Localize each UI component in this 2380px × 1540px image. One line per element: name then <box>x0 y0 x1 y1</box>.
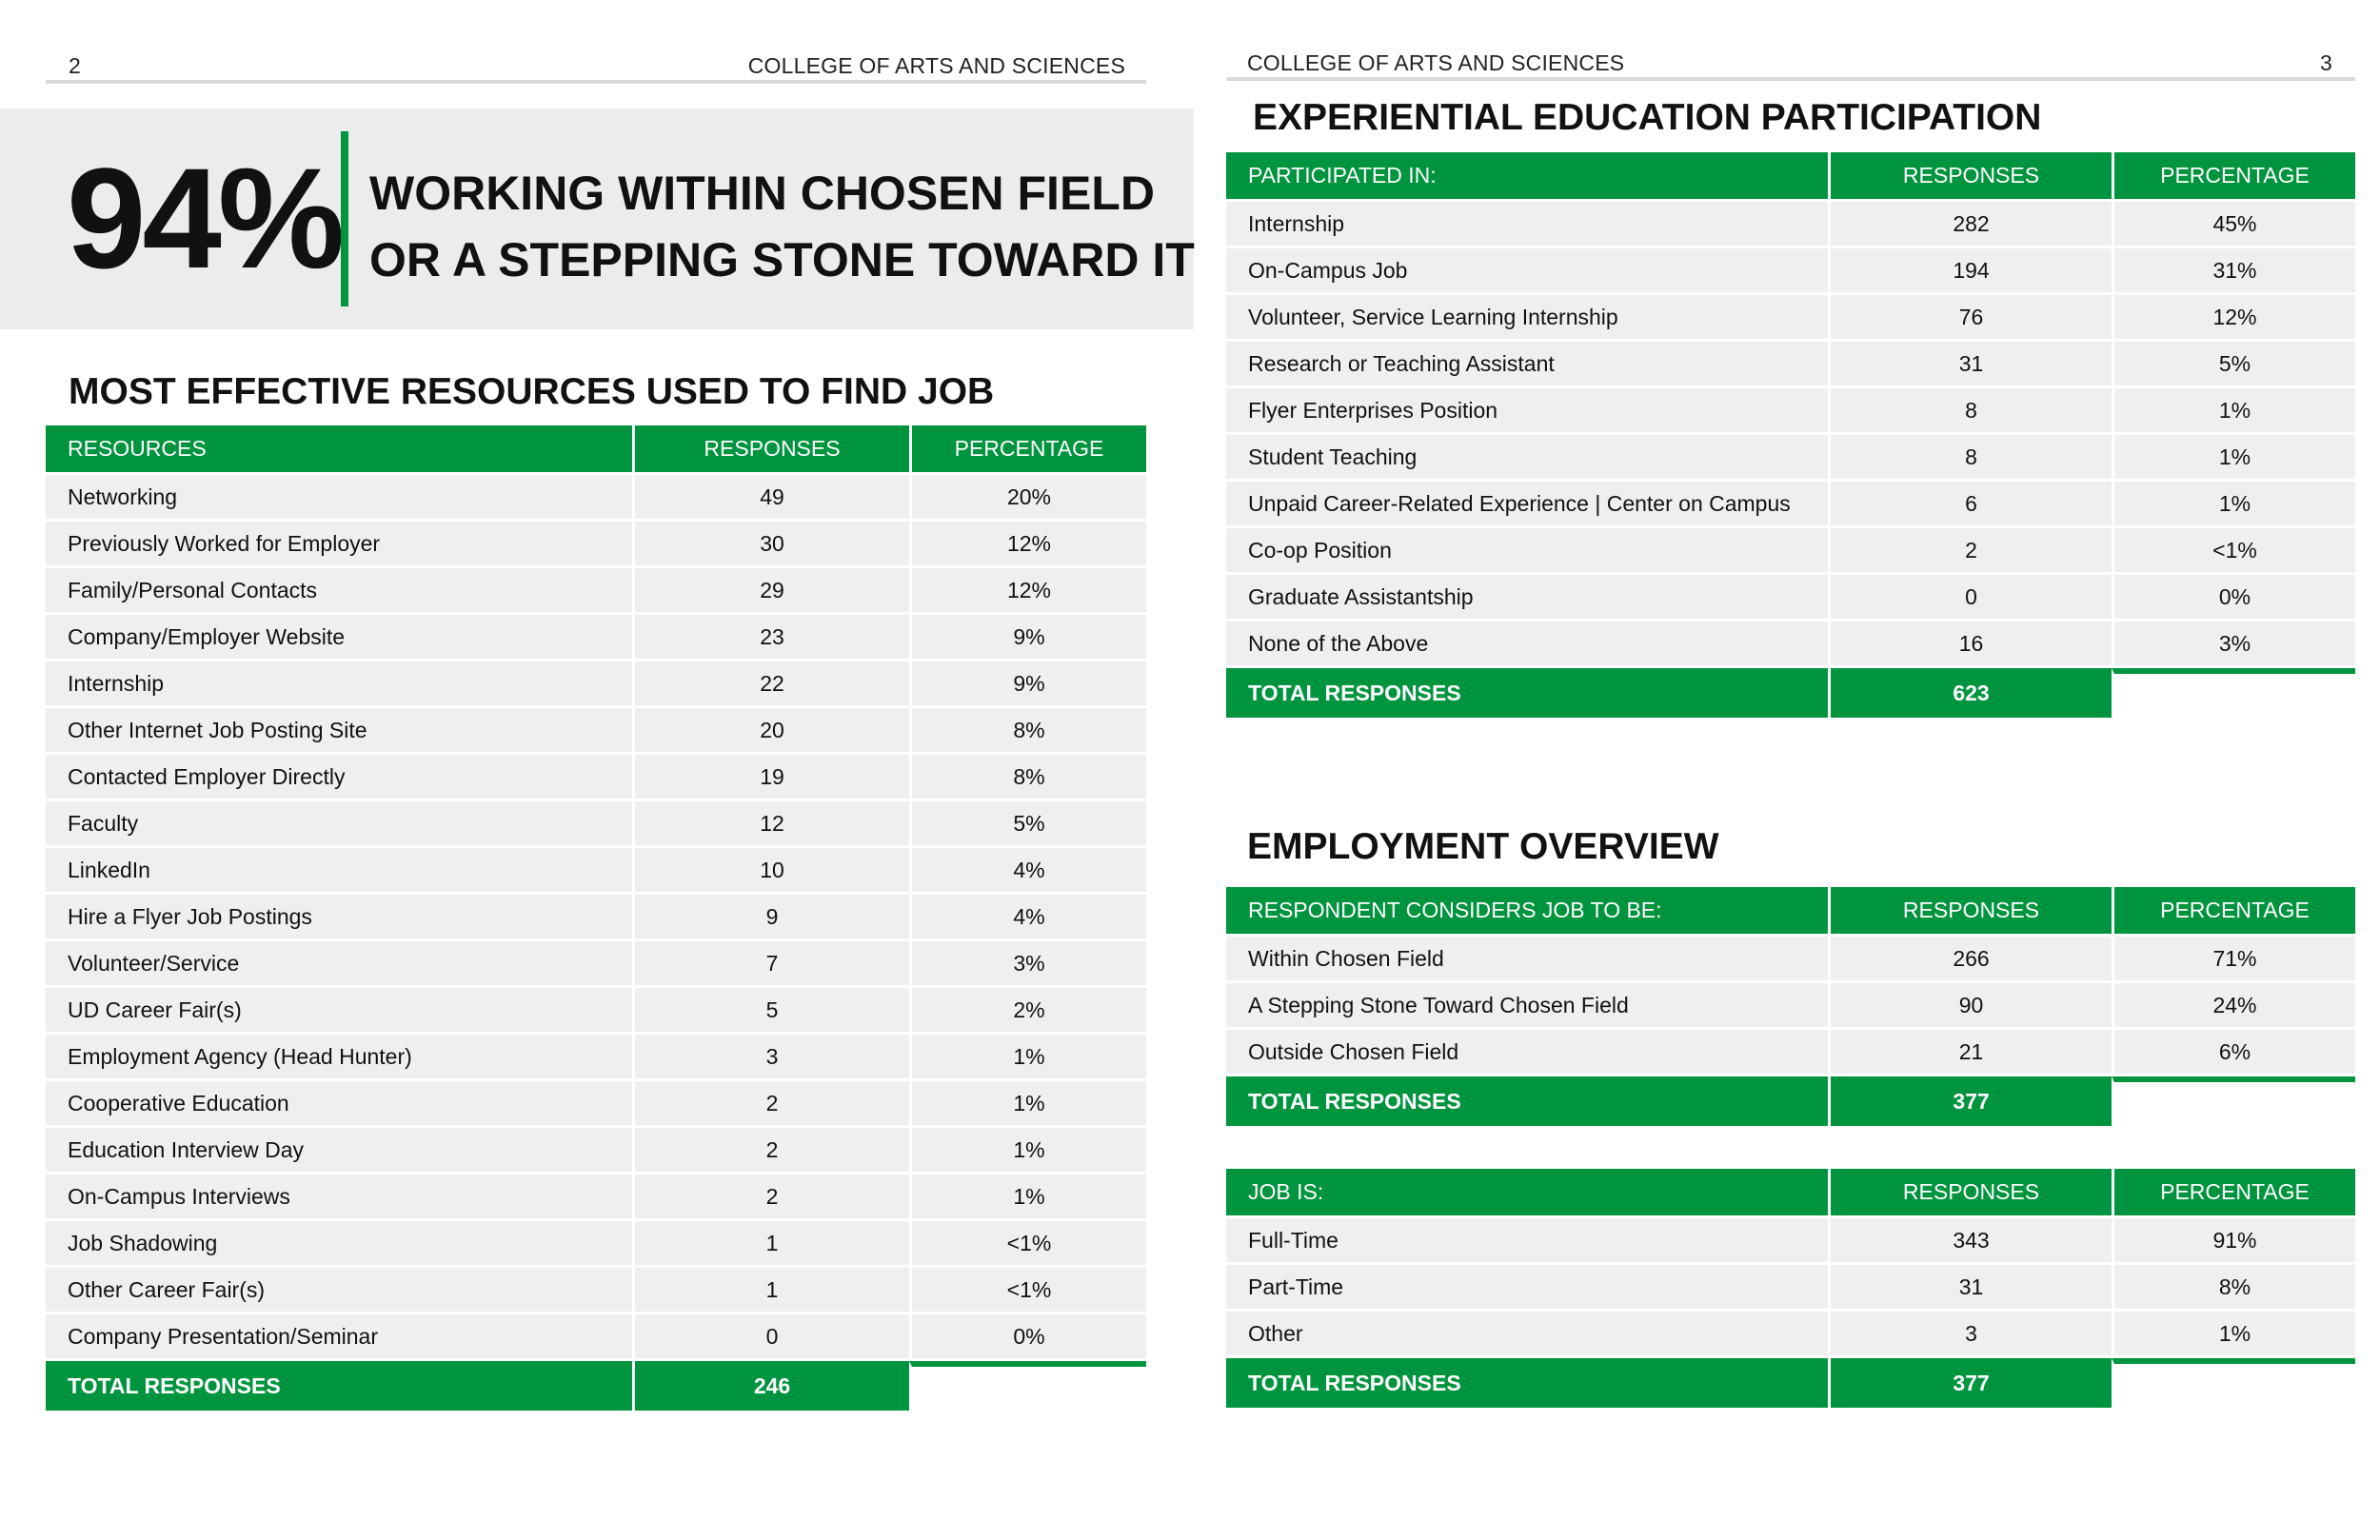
table-row <box>46 475 1146 519</box>
table-cell: 8% <box>909 708 1146 752</box>
table-cell: 0% <box>2112 575 2355 619</box>
table-cell: Job Shadowing <box>46 1221 632 1265</box>
table-row <box>46 801 1146 845</box>
table-row <box>46 568 1146 612</box>
table-cell: Faculty <box>46 801 632 845</box>
total-label: TOTAL RESPONSES <box>46 1361 632 1411</box>
table-cell: 29 <box>632 568 909 612</box>
column-header: RESPONSES <box>1828 887 2112 934</box>
resources-table <box>46 423 1146 1413</box>
table-cell: 16 <box>1828 622 2112 665</box>
table-cell: 21 <box>1828 1030 2112 1074</box>
table-cell: 24% <box>2112 983 2355 1027</box>
table-cell: LinkedIn <box>46 848 632 892</box>
table-cell: Company/Employer Website <box>46 615 632 659</box>
column-header: PERCENTAGE <box>2112 1169 2355 1215</box>
table-cell: 90 <box>1828 983 2112 1027</box>
table-cell: 20% <box>909 475 1146 519</box>
table-row <box>46 1221 1146 1265</box>
total-value: 377 <box>1828 1358 2112 1408</box>
table-cell: 5 <box>632 988 909 1032</box>
table-cell: Other <box>1226 1312 1828 1355</box>
table-cell: Research or Teaching Assistant <box>1226 342 1828 385</box>
table-row <box>1226 1218 2355 1262</box>
table-cell: 5% <box>909 801 1146 845</box>
page-header-right: COLLEGE OF ARTS AND SCIENCES <box>1247 50 1625 75</box>
table-cell: 2 <box>1828 528 2112 572</box>
table-row <box>46 1128 1146 1172</box>
table-cell: Full-Time <box>1226 1218 1828 1262</box>
table-cell: 1 <box>632 1268 909 1312</box>
table-cell: 8 <box>1828 388 2112 432</box>
table-cell: 5% <box>2112 342 2355 385</box>
employment-section-title: EMPLOYMENT OVERVIEW <box>1247 826 1719 867</box>
table-cell: 1% <box>2112 1312 2355 1355</box>
table-cell: 194 <box>1828 248 2112 292</box>
table-cell: On-Campus Job <box>1226 248 1828 292</box>
table-row <box>46 1314 1146 1358</box>
table-cell: Internship <box>1226 202 1828 246</box>
column-header: RESPONSES <box>1828 1169 2112 1215</box>
table-cell: 1 <box>632 1221 909 1265</box>
column-header: PERCENTAGE <box>2112 152 2355 199</box>
table-cell: 8% <box>909 755 1146 799</box>
total-label: TOTAL RESPONSES <box>1226 668 1828 718</box>
table-cell: Co-op Position <box>1226 528 1828 572</box>
hero-stat-value: 94% <box>67 138 342 298</box>
table-row <box>1226 1030 2355 1074</box>
total-row <box>1226 1076 2355 1126</box>
table-cell: Graduate Assistantship <box>1226 575 1828 619</box>
table-cell: Family/Personal Contacts <box>46 568 632 612</box>
table-cell: 1% <box>909 1175 1146 1218</box>
table-cell: 0 <box>1828 575 2112 619</box>
total-row <box>46 1361 1146 1411</box>
table-cell: 76 <box>1828 295 2112 339</box>
table-cell: 22 <box>632 661 909 705</box>
table-row <box>46 1035 1146 1078</box>
table-row <box>1226 622 2355 665</box>
table-cell: A Stepping Stone Toward Chosen Field <box>1226 983 1828 1027</box>
hero-stat-panel <box>0 109 1194 329</box>
table-row <box>1226 528 2355 572</box>
table-cell: Part-Time <box>1226 1265 1828 1309</box>
table-cell: Unpaid Career-Related Experience | Center on Campus <box>1226 482 1828 525</box>
column-header: RESPONDENT CONSIDERS JOB TO BE: <box>1226 887 1828 934</box>
column-header: JOB IS: <box>1226 1169 1828 1215</box>
table-row <box>1226 937 2355 980</box>
column-header: RESPONSES <box>632 425 909 472</box>
table-row <box>46 1268 1146 1312</box>
table-row <box>46 1175 1146 1218</box>
hero-stat-caption <box>369 160 1195 293</box>
table-cell: Previously Worked for Employer <box>46 522 632 565</box>
total-spacer <box>909 1361 1146 1411</box>
table-cell: 12% <box>909 568 1146 612</box>
table-cell: Employment Agency (Head Hunter) <box>46 1035 632 1078</box>
total-value: 377 <box>1828 1076 2112 1126</box>
table-cell: 19 <box>632 755 909 799</box>
table-row <box>1226 983 2355 1027</box>
table-cell: 2% <box>909 988 1146 1032</box>
table-cell: 91% <box>2112 1218 2355 1262</box>
table-cell: 3% <box>2112 622 2355 665</box>
page-number-left: 2 <box>69 53 81 78</box>
header-divider-left <box>46 80 1146 84</box>
table-row <box>46 848 1146 892</box>
table-cell: Company Presentation/Seminar <box>46 1314 632 1358</box>
table-cell: 31 <box>1828 342 2112 385</box>
experiential-section-title: EXPERIENTIAL EDUCATION PARTICIPATION <box>1253 97 2042 138</box>
table-cell: Networking <box>46 475 632 519</box>
table-cell: 20 <box>632 708 909 752</box>
table-cell: 4% <box>909 848 1146 892</box>
table-row <box>46 522 1146 565</box>
total-spacer <box>2112 1358 2355 1408</box>
table-cell: Contacted Employer Directly <box>46 755 632 799</box>
column-header: PARTICIPATED IN: <box>1226 152 1828 199</box>
table-cell: 1% <box>2112 388 2355 432</box>
table-cell: 71% <box>2112 937 2355 980</box>
table-cell: 1% <box>2112 482 2355 525</box>
table-cell: 9% <box>909 615 1146 659</box>
total-spacer <box>2112 668 2355 718</box>
table-cell: Within Chosen Field <box>1226 937 1828 980</box>
table-header-row <box>46 425 1146 472</box>
table-row <box>46 941 1146 985</box>
table-cell: Other Internet Job Posting Site <box>46 708 632 752</box>
table-cell: Cooperative Education <box>46 1081 632 1125</box>
table-cell: 1% <box>2112 435 2355 479</box>
table-cell: 30 <box>632 522 909 565</box>
page-header-left: COLLEGE OF ARTS AND SCIENCES <box>747 53 1125 78</box>
table-cell: 3 <box>632 1035 909 1078</box>
table-cell: 3 <box>1828 1312 2112 1355</box>
total-row <box>1226 1358 2355 1408</box>
table-header-row <box>1226 1169 2355 1215</box>
table-row <box>46 895 1146 938</box>
table-row <box>46 988 1146 1032</box>
table-cell: 1% <box>909 1081 1146 1125</box>
table-cell: 8% <box>2112 1265 2355 1309</box>
table-cell: Volunteer/Service <box>46 941 632 985</box>
table-cell: 9% <box>909 661 1146 705</box>
table-cell: 31 <box>1828 1265 2112 1309</box>
table-row <box>1226 248 2355 292</box>
table-row <box>1226 1265 2355 1309</box>
table-cell: 31% <box>2112 248 2355 292</box>
table-row <box>1226 388 2355 432</box>
resources-section-title: MOST EFFECTIVE RESOURCES USED TO FIND JOB <box>69 371 995 412</box>
column-header: RESOURCES <box>46 425 632 472</box>
table-cell: 7 <box>632 941 909 985</box>
table-cell: 9 <box>632 895 909 938</box>
table-row <box>1226 295 2355 339</box>
total-label: TOTAL RESPONSES <box>1226 1076 1828 1126</box>
column-header: PERCENTAGE <box>2112 887 2355 934</box>
table-header-row <box>1226 152 2355 199</box>
table-cell: <1% <box>2112 528 2355 572</box>
experiential-table <box>1226 149 2355 721</box>
table-cell: 12 <box>632 801 909 845</box>
table-cell: 45% <box>2112 202 2355 246</box>
table-cell: UD Career Fair(s) <box>46 988 632 1032</box>
table-cell: None of the Above <box>1226 622 1828 665</box>
table-header-row <box>1226 887 2355 934</box>
total-value: 623 <box>1828 668 2112 718</box>
table-row <box>1226 575 2355 619</box>
hero-caption-line-2: OR A STEPPING STONE TOWARD IT <box>369 233 1195 286</box>
job-type-table <box>1226 884 2355 1129</box>
page-number-right: 3 <box>2320 50 2332 75</box>
table-cell: Outside Chosen Field <box>1226 1030 1828 1074</box>
hero-divider <box>341 131 348 306</box>
table-cell: 6 <box>1828 482 2112 525</box>
table-row <box>46 708 1146 752</box>
table-cell: Other Career Fair(s) <box>46 1268 632 1312</box>
table-cell: Flyer Enterprises Position <box>1226 388 1828 432</box>
table-row <box>1226 202 2355 246</box>
table-row <box>46 661 1146 705</box>
table-cell: Hire a Flyer Job Postings <box>46 895 632 938</box>
table-cell: 343 <box>1828 1218 2112 1262</box>
header-divider-right <box>1226 77 2355 81</box>
table-cell: 1% <box>909 1035 1146 1078</box>
table-cell: 12% <box>2112 295 2355 339</box>
table-cell: Volunteer, Service Learning Internship <box>1226 295 1828 339</box>
table-cell: Student Teaching <box>1226 435 1828 479</box>
table-cell: 23 <box>632 615 909 659</box>
table-row <box>46 615 1146 659</box>
column-header: PERCENTAGE <box>909 425 1146 472</box>
table-cell: Education Interview Day <box>46 1128 632 1172</box>
table-cell: 266 <box>1828 937 2112 980</box>
table-cell: 10 <box>632 848 909 892</box>
table-row <box>1226 435 2355 479</box>
table-cell: 1% <box>909 1128 1146 1172</box>
table-row <box>1226 1312 2355 1355</box>
table-cell: 4% <box>909 895 1146 938</box>
total-spacer <box>2112 1076 2355 1126</box>
table-cell: 6% <box>2112 1030 2355 1074</box>
table-cell: 2 <box>632 1081 909 1125</box>
table-cell: 12% <box>909 522 1146 565</box>
table-row <box>46 755 1146 799</box>
table-cell: Internship <box>46 661 632 705</box>
table-cell: 49 <box>632 475 909 519</box>
table-cell: 2 <box>632 1128 909 1172</box>
table-row <box>1226 482 2355 525</box>
total-label: TOTAL RESPONSES <box>1226 1358 1828 1408</box>
table-cell: 0 <box>632 1314 909 1358</box>
table-cell: 282 <box>1828 202 2112 246</box>
hero-caption-line-1: WORKING WITHIN CHOSEN FIELD <box>369 167 1155 220</box>
table-cell: On-Campus Interviews <box>46 1175 632 1218</box>
total-row <box>1226 668 2355 718</box>
job-is-table <box>1226 1166 2355 1411</box>
table-cell: 0% <box>909 1314 1146 1358</box>
table-cell: 2 <box>632 1175 909 1218</box>
total-value: 246 <box>632 1361 909 1411</box>
table-row <box>46 1081 1146 1125</box>
table-cell: <1% <box>909 1221 1146 1265</box>
table-cell: 3% <box>909 941 1146 985</box>
column-header: RESPONSES <box>1828 152 2112 199</box>
table-row <box>1226 342 2355 385</box>
table-cell: 8 <box>1828 435 2112 479</box>
table-cell: <1% <box>909 1268 1146 1312</box>
